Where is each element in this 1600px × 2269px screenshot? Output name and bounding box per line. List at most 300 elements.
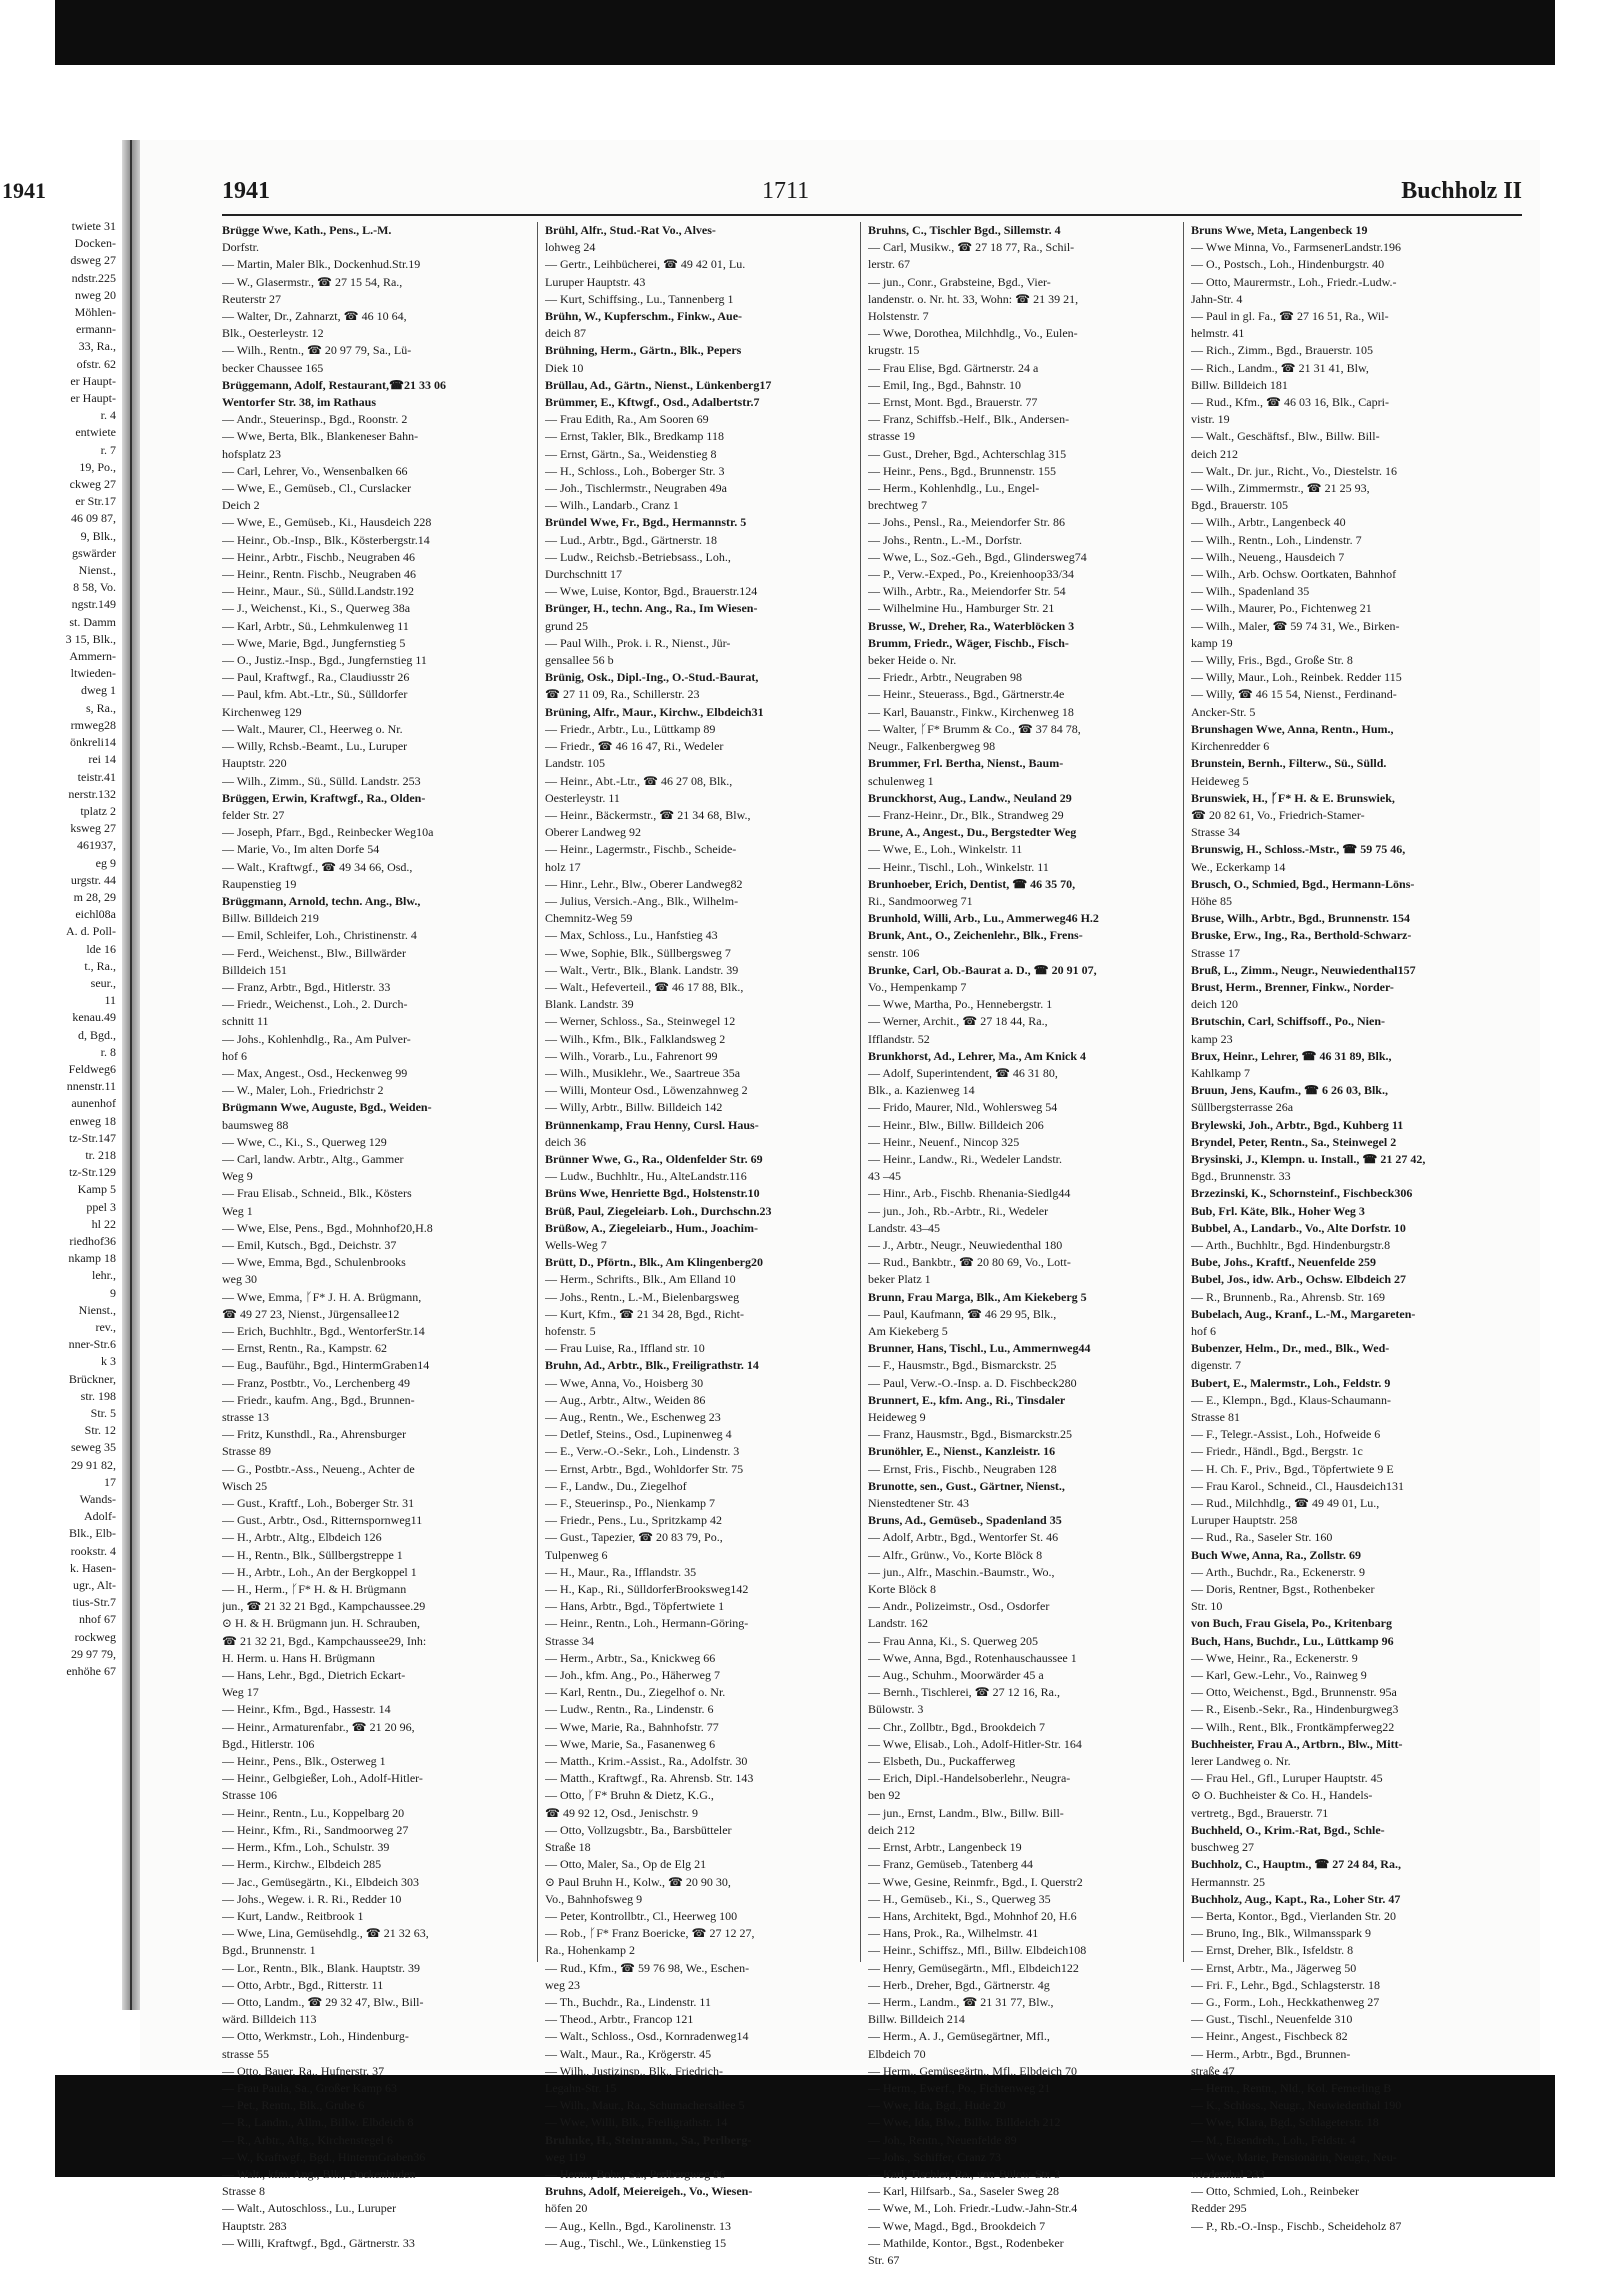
directory-entry-line: beker Platz 1 [868, 1272, 931, 1287]
edge-line: Str. 12 [84, 1423, 116, 1438]
directory-entry-line: — Otto, Landm., ☎ 29 32 47, Blw., Bill- [222, 1994, 424, 2009]
directory-entry-line: — Wilh., Rentn., ☎ 20 97 79, Sa., Lü- [222, 343, 412, 358]
directory-entry-line: Strasse 17 [1191, 945, 1240, 960]
directory-entry-line: — R., Brunnenb., Ra., Ahrensb. Str. 169 [1191, 1289, 1385, 1304]
directory-entry-line: Brünner Wwe, G., Ra., Oldenfelder Str. 69 [545, 1151, 763, 1166]
edge-line: tius-Str.7 [72, 1595, 116, 1610]
directory-entry-line: — Walt., Schloss., Osd., Kornradenweg14 [545, 2029, 749, 2044]
directory-entry-line: — Frido, Maurer, Nld., Wohlersweg 54 [868, 1100, 1058, 1115]
directory-entry-line: — Heinr., Tischl., Loh., Winkelstr. 11 [868, 859, 1049, 874]
page-header [222, 178, 1522, 208]
directory-entry-line: — Otto, Maler, Sa., Op de Elg 21 [545, 1857, 707, 1872]
edge-line: ltwieden- [70, 666, 116, 681]
edge-line: nhof 67 [79, 1612, 116, 1627]
edge-line: rev., [95, 1320, 116, 1334]
directory-entry-line: Bubelach, Aug., Kranf., L.-M., Margareten- [1191, 1306, 1416, 1321]
directory-entry-line: — Wwe, Emma, ᚴF* J. H. A. Brügmann, [222, 1289, 422, 1304]
edge-line: enhöhe 67 [66, 1664, 116, 1679]
directory-entry-line: vertretg., Bgd., Brauerstr. 71 [1191, 1805, 1329, 1820]
directory-entry-line: — jun., Alfr., Maschin.-Baumstr., Wo., [868, 1564, 1055, 1579]
edge-line: tz-Str.147 [69, 1130, 116, 1145]
directory-entry-line: — Friedr., Arbtr., Lu., Lüttkamp 89 [545, 721, 716, 736]
directory-entry-line: Brüggmann, Arnold, techn. Ang., Blw., [222, 893, 421, 908]
directory-entry-line: Blank. Landstr. 39 [545, 997, 634, 1012]
directory-entry-line: — Wwe, Gesine, Reinmfr., Bgd., I. Querstr2 [868, 1874, 1083, 1889]
directory-entry-line: — Andr., Polizeimstr., Osd., Osdorfer [868, 1599, 1050, 1614]
directory-entry-line: Brune, A., Angest., Du., Bergstedter Weg [868, 825, 1077, 840]
edge-line: lde 16 [86, 941, 116, 956]
directory-entry-line: — Heinr., Rentn. Fischb., Neugraben 46 [222, 567, 416, 582]
directory-entry-line: — Wilh., Neueng., Hausdeich 7 [1191, 549, 1345, 564]
edge-line: ugr., Alt- [72, 1578, 116, 1593]
edge-line: k. Hasen- [70, 1560, 116, 1575]
edge-line: Ammern- [69, 649, 116, 664]
scan-border-top [55, 0, 1555, 65]
directory-entry-line: gensallee 56 b [545, 653, 614, 668]
directory-entry-line: strasse 13 [222, 1410, 269, 1425]
edge-line: Wands- [79, 1492, 116, 1507]
directory-entry-line: — Heinr., Bäckermstr., ☎ 21 34 68, Blw., [545, 807, 751, 822]
directory-entry-line: Blk., Oesterleystr. 12 [222, 326, 324, 341]
directory-entry-line: — Wwe Minna, Vo., FarmsenerLandstr.196 [1191, 240, 1401, 255]
directory-entry-line: Strasse 34 [545, 1633, 594, 1648]
edge-line: ckweg 27 [69, 477, 116, 492]
directory-entry-line: Blk., a. Kazienweg 14 [868, 1083, 975, 1098]
directory-entry-line: — Wilh., Rentn., Loh., Lindenstr. 7 [1191, 532, 1362, 547]
directory-entry-line: Buchholz, Aug., Kapt., Ra., Loher Str. 47 [1191, 1891, 1401, 1906]
directory-entry-line: Strasse 34 [1191, 825, 1240, 840]
directory-entry-line: — Gust., Tischl., Neuenfelde 310 [1191, 2012, 1353, 2027]
directory-entry-line: Brüggen, Erwin, Kraftwgf., Ra., Olden- [222, 790, 426, 805]
directory-entry-line: — Aug., Schuhm., Moorwärder 45 a [868, 1668, 1044, 1683]
directory-entry-line: weg 30 [222, 1272, 257, 1287]
directory-entry-line: landenstr. o. Nr. ht. 33, Wohn: ☎ 21 39 21, [868, 291, 1079, 306]
directory-entry-line: felder Str. 27 [222, 807, 285, 822]
directory-entry-line: — Rud., Bankbtr., ☎ 20 80 69, Vo., Lott- [868, 1255, 1071, 1270]
directory-entry-line: — Walt., Maur., Ra., Krögerstr. 45 [545, 2046, 712, 2061]
column-divider [860, 222, 861, 1962]
directory-entry-line: Bruse, Wilh., Arbtr., Bgd., Brunnenstr. 154 [1191, 911, 1411, 926]
directory-entry-line: — Karl, Gew.-Lehr., Vo., Rainweg 9 [1191, 1668, 1367, 1683]
edge-line: d, Bgd., [77, 1027, 116, 1042]
directory-entry-line: Jahn-Str. 4 [1191, 291, 1243, 306]
directory-entry-line: Holstenstr. 7 [868, 309, 929, 324]
directory-entry-line: hof 6 [222, 1048, 247, 1063]
directory-entry-line: Weg 1 [222, 1203, 253, 1218]
directory-entry-line: grund 25 [545, 618, 588, 633]
directory-entry-line: ☎ 21 32 21, Bgd., Kampchaussee29, Inh: [222, 1633, 427, 1648]
directory-entry-line: — Ernst, Dreher, Blk., Isfeldstr. 8 [1191, 1943, 1354, 1958]
directory-entry-line: — Herm., Gemüsegärtn., Mfl., Elbdeich 70 [868, 2063, 1077, 2078]
directory-entry-line: — R., Landm., Allm., Billw. Elbdeich 8 [222, 2115, 414, 2130]
directory-entry-line: Diek 10 [545, 360, 584, 375]
directory-entry-line: — Marie, Vo., Im alten Dorfe 54 [222, 842, 380, 857]
directory-entry-line: Brumm, Friedr., Wäger, Fischb., Fisch- [868, 635, 1069, 650]
directory-entry-line: Bub, Frl. Käte, Blk., Hoher Weg 3 [1191, 1203, 1365, 1218]
directory-entry-line: — Hinr., Arb., Fischb. Rhenania-Siedlg44 [868, 1186, 1071, 1201]
directory-entry-line: — Heinr., Neuenf., Nincop 325 [868, 1134, 1020, 1149]
directory-entry-line: — Rich., Landm., ☎ 21 31 41, Blw, [1191, 360, 1369, 375]
directory-entry-line: — Gust., Kraftf., Loh., Boberger Str. 31 [222, 1496, 415, 1511]
directory-entry-line: Bubbel, A., Landarb., Vo., Alte Dorfstr. 10 [1191, 1220, 1406, 1235]
directory-entry-line: ☎ 20 82 61, Vo., Friedrich-Stamer- [1191, 807, 1365, 822]
directory-entry-line: Landstr. 162 [868, 1616, 928, 1631]
directory-entry-line: — Eug., Bauführ., Bgd., HintermGraben14 [222, 1358, 430, 1373]
directory-entry-line: — Ernst, Arbtr., Langenbeck 19 [868, 1840, 1022, 1855]
directory-entry-line: — Wilh., Musiklehr., We., Saartreue 35a [545, 1065, 741, 1080]
directory-entry-line: ⊙ H. & H. Brügmann jun. H. Schrauben, [222, 1616, 421, 1631]
directory-entry-line: — Ernst, Arbtr., Bgd., Wohldorfer Str. 75 [545, 1461, 744, 1476]
directory-entry-line: — Johs., Rentn., L.-M., Dorfstr. [868, 532, 1022, 547]
directory-entry-line: — Johs., Pensl., Ra., Meiendorfer Str. 86 [868, 515, 1065, 530]
directory-entry-line: weg 119 [545, 2149, 586, 2164]
directory-entry-line: — Herm., Rentn., Nld., Kol. Femerling B [1191, 2080, 1392, 2095]
edge-line: er Str.17 [75, 494, 116, 509]
edge-line: r. 4 [100, 408, 116, 423]
edge-line: 19, Po., [79, 459, 116, 474]
directory-entry-line: — Wilh., Spadenland 35 [1191, 584, 1310, 599]
directory-entry-line: — Adolf, Arbtr., Bgd., Wentorfer St. 46 [868, 1530, 1059, 1545]
directory-entry-line: — K., Schloss., Neugr., Neuwiedenthal 190 [1191, 2098, 1402, 2113]
directory-entry-line: — Karl, Tischler, Ra., von-Bülow-Str. 3 [868, 2166, 1061, 2181]
directory-entry-line: Str. 10 [1191, 1599, 1223, 1614]
edge-line: 29 97 79, [71, 1646, 116, 1661]
directory-entry-line: — Hans, Lehr., Bgd., Dietrich Eckart- [222, 1668, 406, 1683]
directory-entry-line: — Heinr., Abt.-Ltr., ☎ 46 27 08, Blk., [545, 773, 733, 788]
directory-entry-line: — jun., Conr., Grabsteine, Bgd., Vier- [868, 274, 1051, 289]
edge-line: 11 [104, 993, 116, 1008]
directory-entry-line: — Max, Angest., Osd., Heckenweg 99 [222, 1065, 408, 1080]
directory-entry-line: — Matth., Kraftwgf., Ra. Ahrensb. Str. 143 [545, 1771, 754, 1786]
directory-entry-line: Bruns, Ad., Gemüseb., Spadenland 35 [868, 1513, 1062, 1528]
directory-entry-line: Hermannstr. 25 [1191, 1874, 1265, 1889]
edge-line: entwiete [75, 425, 116, 440]
edge-line: urgstr. 44 [70, 872, 116, 887]
header-rule [222, 214, 1522, 216]
edge-line: lehr., [92, 1268, 116, 1283]
directory-entry-line: — H., Maur., Ra., Ifflandstr. 35 [545, 1564, 697, 1579]
edge-line: eg 9 [95, 855, 116, 870]
edge-line: ermann- [76, 322, 116, 337]
directory-entry-line: — Aug., Arbtr., Altw., Weiden 86 [545, 1392, 706, 1407]
directory-entry-line: — Wwe, C., Ki., S., Querweg 129 [222, 1134, 387, 1149]
edge-line: k 3 [101, 1354, 116, 1369]
directory-entry-line: — Karl, Hilfsarb., Sa., Saseler Sweg 28 [868, 2184, 1059, 2199]
directory-entry-line: Bruhns, C., Tischler Bgd., Sillemstr. 4 [868, 223, 1061, 237]
directory-entry-line: — Wilh., Arbtr., Langenbeck 40 [1191, 515, 1346, 530]
edge-line: Möhlen- [74, 305, 116, 320]
directory-entry-line: — M., Eisendreh., Loh., Feldstr. 4 [1191, 2132, 1356, 2147]
directory-entry-line: — Wwe, Ida, Blw., Billw. Billdeich 212 [868, 2115, 1061, 2130]
directory-entry-line: Elbdeich 70 [868, 2046, 926, 2061]
directory-entry-line: — E., Verw.-O.-Sekr., Loh., Lindenstr. 3 [545, 1444, 740, 1459]
directory-entry-line: Strasse 81 [1191, 1410, 1240, 1425]
directory-entry-line: Bgd., Brauerstr. 105 [1191, 498, 1288, 513]
directory-entry-line: — R., Eisenb.-Sekr., Ra., Hindenburgweg3 [1191, 1702, 1399, 1717]
gutter-line [130, 140, 132, 2010]
directory-entry-line: weg 23 [545, 1977, 580, 1992]
directory-entry-line: Buch Wwe, Anna, Ra., Zollstr. 69 [1191, 1547, 1362, 1562]
directory-entry-line: Wells-Weg 7 [545, 1237, 607, 1252]
directory-entry-line: Legahn-Str. 15 [545, 2080, 617, 2095]
directory-entry-line: Bgd., Brunnenstr. 33 [1191, 1169, 1291, 1184]
directory-entry-line: deich 36 [545, 1134, 586, 1149]
directory-entry-line: — Friedr., ☎ 46 16 47, Ri., Wedeler [545, 739, 724, 754]
directory-entry-line: Landstr. 105 [545, 756, 605, 771]
directory-entry-line: — Ernst, Gärtn., Sa., Weidenstieg 8 [545, 446, 717, 461]
directory-entry-line: — Heinr., Arbtr., Fischb., Neugraben 46 [222, 549, 415, 564]
directory-entry-line: — Joh., Rentn., Neuenfelde 89 [868, 2132, 1017, 2147]
directory-entry-line: — Heinr., Rentn., Loh., Hermann-Göring- [545, 1616, 749, 1631]
edge-line: str. 198 [80, 1388, 116, 1403]
directory-entry-line: — Otto, Werkmstr., Loh., Hindenburg- [222, 2029, 409, 2044]
edge-line: hl 22 [91, 1216, 116, 1231]
directory-entry-line: — Walter, Dr., Zahnarzt, ☎ 46 10 64, [222, 309, 407, 324]
directory-entry-line: — Rud., Ra., Saseler Str. 160 [1191, 1530, 1333, 1545]
directory-entry-line: — Gertr., Leihbücherei, ☎ 49 42 01, Lu. [545, 257, 746, 272]
directory-entry-line: Ra., Hohenkamp 2 [545, 1943, 635, 1958]
directory-entry-line: krugstr. 15 [868, 343, 920, 358]
directory-entry-line: Bruun, Jens, Kaufm., ☎ 6 26 03, Blk., [1191, 1083, 1388, 1098]
directory-column-1 [222, 222, 528, 2252]
edge-line: rmweg28 [70, 717, 116, 732]
directory-entry-line: Tulpenweg 6 [545, 1547, 608, 1562]
directory-entry-line: — Walt., Autoschloss., Lu., Luruper [222, 2201, 397, 2216]
left-page-edge-lines [0, 218, 122, 1680]
directory-entry-line: Billw. Billdeich 181 [1191, 377, 1288, 392]
directory-entry-line: — Lud., Arbtr., Bgd., Gärtnerstr. 18 [545, 532, 717, 547]
directory-entry-line: — Emil, Ing., Bgd., Bahnstr. 10 [868, 377, 1021, 392]
directory-entry-line: hofsplatz 23 [222, 446, 281, 461]
directory-entry-line: — F., Steuerinsp., Po., Nienkamp 7 [545, 1496, 716, 1511]
directory-entry-line: — Wilh., Zimmermstr., ☎ 21 25 93, [1191, 481, 1370, 496]
directory-entry-line: — Wilh., Arb. Ochsw. Oortkaten, Bahnhof [1191, 567, 1397, 582]
directory-entry-line: — Rud., Kfm., ☎ 59 76 98, We., Eschen- [545, 1960, 750, 1975]
directory-entry-line: ⊙ Paul Bruhn H., Kolw., ☎ 20 90 30, [545, 1874, 731, 1889]
edge-line: 17 [104, 1474, 116, 1489]
directory-entry-line: — Willy, Arbtr., Billw. Billdeich 142 [545, 1100, 723, 1115]
directory-entry-line: — Wwe, Lina, Gemüsehdlg., ☎ 21 32 63, [222, 1926, 429, 1941]
directory-entry-line: — Heinr., Gelbgießer, Loh., Adolf-Hitler- [222, 1771, 423, 1786]
directory-entry-line: — Wwe, Willi, Blk., Freiligrathstr. 14 [545, 2115, 728, 2130]
directory-entry-line: Brunk, Ant., O., Zeichenlehr., Blk., Frens- [868, 928, 1083, 943]
directory-entry-line: — Wwe, Marie, Sa., Fasanenweg 6 [545, 1736, 716, 1751]
edge-line: Nienst., [78, 563, 116, 578]
directory-entry-line: Brusch, O., Schmied, Bgd., Hermann-Löns- [1191, 876, 1415, 891]
directory-entry-line: — Kurt, Kfm., ☎ 21 34 28, Bgd., Richt- [545, 1306, 744, 1321]
directory-entry-line: Buchheister, Frau A., Artbrn., Blw., Mitt- [1191, 1736, 1403, 1751]
directory-entry-line: Brügge Wwe, Kath., Pens., L.-M. [222, 223, 392, 237]
directory-entry-line: — F., Telegr.-Assist., Loh., Hofweide 6 [1191, 1427, 1381, 1442]
directory-entry-line: — Herm., Schrifts., Blk., Am Elland 10 [545, 1272, 736, 1287]
directory-entry-line: — Wilh., Maler, ☎ 59 74 31, We., Birken- [1191, 618, 1400, 633]
directory-entry-line: brechtweg 7 [868, 498, 927, 513]
directory-entry-line: — Hans, Architekt, Bgd., Mohnhof 20, H.6 [868, 1908, 1077, 1923]
directory-entry-line: — Wilh., Justizinsp., Blk., Friedrich- [545, 2063, 723, 2078]
directory-entry-line: — Wwe, Emma, Bgd., Schulenbrooks [222, 1255, 406, 1270]
directory-entry-line: — Wwe, Luise, Kontor, Bgd., Brauerstr.124 [545, 584, 758, 599]
directory-entry-line: — Paul, Kaufmann, ☎ 46 29 95, Blk., [868, 1306, 1057, 1321]
directory-entry-line: — Max, Schloss., Lu., Hanfstieg 43 [545, 928, 718, 943]
directory-entry-line: — Ernst, Rentn., Ra., Kampstr. 62 [222, 1341, 387, 1356]
directory-entry-line: — Walt., Hefeverteil., ☎ 46 17 88, Blk., [545, 979, 744, 994]
directory-entry-line: — Aug., Kelln., Bgd., Karolinenstr. 13 [545, 2218, 731, 2233]
directory-entry-line: Brux, Heinr., Lehrer, ☎ 46 31 89, Blk., [1191, 1048, 1392, 1063]
directory-entry-line: — Gust., Arbtr., Osd., Ritternspornweg11 [222, 1513, 423, 1528]
directory-entry-line: senstr. 106 [868, 945, 920, 960]
directory-entry-line: — Walt., Vertr., Blk., Blank. Landstr. 39 [545, 962, 739, 977]
directory-entry-line: — H. Ch. F., Priv., Bgd., Töpfertwiete 9 E [1191, 1461, 1394, 1476]
directory-entry-line: — Erich, Dipl.-Handelsoberlehr., Neugra- [868, 1771, 1071, 1786]
directory-entry-line: — Friedr., Händl., Bgd., Bergstr. 1c [1191, 1444, 1363, 1459]
directory-entry-line: ☎ 27 11 09, Ra., Schillerstr. 23 [545, 687, 700, 702]
directory-entry-line: — Johs., Kohlenhdlg., Ra., Am Pulver- [222, 1031, 411, 1046]
directory-entry-line: kamp 23 [1191, 1031, 1233, 1046]
directory-column-2 [545, 222, 851, 2252]
directory-entry-line: — Hans, Prok., Ra., Wilhelmstr. 41 [868, 1926, 1039, 1941]
directory-entry-line: — Otto, Maurermstr., Loh., Friedr.-Ludw.- [1191, 274, 1397, 289]
directory-entry-line: — Detlef, Steins., Osd., Lupinenweg 4 [545, 1427, 732, 1442]
directory-entry-line: — Heinr., Pens., Blk., Osterweg 1 [222, 1754, 386, 1769]
edge-line: aunenhof [71, 1096, 116, 1111]
edge-line: eichl08a [75, 907, 116, 922]
directory-entry-line: — Fri. F., Lehr., Bgd., Schlagsterstr. 18 [1191, 1977, 1381, 1992]
directory-entry-line: — Aug., Tischl., We., Lünkenstieg 15 [545, 2235, 727, 2250]
directory-entry-line: — Heinr., Lagermstr., Fischb., Scheide- [545, 842, 737, 857]
directory-entry-line: buschweg 27 [1191, 1840, 1254, 1855]
directory-entry-line: Brunswiek, H., ᚴF* H. & E. Brunswiek, [1191, 790, 1395, 805]
directory-entry-line: Bründel Wwe, Fr., Bgd., Hermannstr. 5 [545, 515, 747, 530]
directory-entry-line: Brunhold, Willi, Arb., Lu., Ammerweg46 H.2 [868, 911, 1099, 926]
directory-entry-line: — Wwe, E., Loh., Winkelstr. 11 [868, 842, 1023, 857]
directory-entry-line: — Heinr., Rentn., Lu., Koppelbarg 20 [222, 1805, 405, 1820]
column-divider [537, 222, 538, 1962]
directory-entry-line: — E., Klempn., Bgd., Klaus-Schaumann- [1191, 1392, 1391, 1407]
edge-line: st. Damm [69, 614, 116, 629]
directory-entry-line: — Fritz, Kunsthdl., Ra., Ahrensburger [222, 1427, 407, 1442]
directory-entry-line: Hauptstr. 220 [222, 756, 287, 771]
directory-entry-line: — Theod., Arbtr., Francop 121 [545, 2012, 694, 2027]
directory-entry-line: Strasse 89 [222, 1444, 271, 1459]
directory-entry-line: — Karl, Arbtr., Sü., Lehmkulenweg 11 [222, 618, 409, 633]
directory-entry-line: Buchholz, C., Hauptm., ☎ 27 24 84, Ra., [1191, 1857, 1401, 1872]
directory-entry-line: — Wwe, Magd., Bgd., Brookdeich 7 [868, 2218, 1046, 2233]
directory-entry-line: Brunner, Hans, Tischl., Lu., Ammernweg44 [868, 1341, 1091, 1356]
directory-entry-line: helmstr. 41 [1191, 326, 1245, 341]
directory-column-3 [868, 222, 1174, 2269]
directory-entry-line: — Lor., Rentn., Blk., Blank. Hauptstr. 39 [222, 1960, 420, 1975]
directory-entry-line: — Mathilde, Kontor., Bgst., Rodenbeker [868, 2235, 1064, 2250]
directory-entry-line: — Franz-Heinr., Dr., Blk., Strandweg 29 [868, 807, 1064, 822]
directory-entry-line: — Wwe, E., Gemüseb., Cl., Curslacker [222, 481, 412, 496]
directory-entry-line: — Wwe, M., Loh. Friedr.-Ludw.-Jahn-Str.4 [868, 2201, 1078, 2216]
directory-entry-line: Brümmer, E., Kftwgf., Osd., Adalbertstr.7 [545, 395, 760, 410]
directory-entry-line: — Th., Buchdr., Ra., Lindenstr. 11 [545, 1994, 711, 2009]
directory-entry-line: — Pet., Rentn., Blk., Grube 6 [222, 2098, 365, 2113]
directory-entry-line: — Kurt, Schiffsing., Lu., Tannenberg 1 [545, 291, 734, 306]
directory-entry-line: — J., Weichenst., Ki., S., Querweg 38a [222, 601, 411, 616]
directory-entry-line: — Walt., Geschäftsf., Blw., Billw. Bill- [1191, 429, 1380, 444]
directory-entry-line: Kahlkamp 7 [1191, 1065, 1250, 1080]
edge-line: tz-Str.129 [69, 1165, 116, 1180]
directory-entry-line: Brunotte, sen., Gust., Gärtner, Nienst., [868, 1478, 1065, 1493]
header-page-number: 1711 [762, 178, 810, 204]
directory-entry-line: Bubel, Jos., idw. Arb., Ochsw. Elbdeich 27 [1191, 1272, 1407, 1287]
directory-entry-line: — Walt., Maurer, Cl., Heerweg o. Nr. [222, 721, 403, 736]
directory-entry-line: Bubenzer, Helm., Dr., med., Blk., Wed- [1191, 1341, 1390, 1356]
directory-entry-line: — Frau Edith, Ra., Am Sooren 69 [545, 412, 709, 427]
directory-entry-line: — Gust., Dreher, Bgd., Achterschlag 315 [868, 446, 1067, 461]
edge-line: ngstr.149 [71, 597, 116, 612]
directory-entry-line: — Wilh., Maur., Ra., Schumachersallee 5 [545, 2098, 745, 2113]
edge-line: 33, Ra., [78, 339, 116, 354]
directory-entry-line: — Ernst, Takler, Blk., Bredkamp 118 [545, 429, 724, 444]
directory-entry-line: lerer Landweg o. Nr. [1191, 1754, 1291, 1769]
directory-entry-line: Süllbergsterrasse 26a [1191, 1100, 1294, 1115]
edge-line: nkamp 18 [68, 1251, 116, 1266]
directory-entry-line: Brünig, Osk., Dipl.-Ing., O.-Stud.-Baurat, [545, 670, 759, 685]
directory-entry-line: — Joh., Tischlermstr., Neugraben 49a [545, 481, 727, 496]
edge-line: seur., [90, 975, 116, 990]
directory-entry-line: holz 17 [545, 859, 581, 874]
directory-entry-line: — Wwe, Else, Pens., Bgd., Mohnhof20,H.8 [222, 1220, 433, 1235]
directory-entry-line: Brüß, Paul, Ziegeleiarb. Loh., Durchschn.23 [545, 1203, 772, 1218]
directory-entry-line: Wisch 25 [222, 1478, 268, 1493]
directory-entry-line: — Karl, Rentn., Du., Ziegelhof o. Nr. [545, 1685, 726, 1700]
edge-line: ksweg 27 [70, 821, 116, 836]
edge-line: nweg 20 [75, 287, 116, 302]
directory-entry-line: Brünnenkamp, Frau Henny, Cursl. Haus- [545, 1117, 759, 1132]
directory-entry-line: — Jac., Gemüsegärtn., Ki., Elbdeich 303 [222, 1874, 419, 1889]
edge-line: 8 58, Vo. [73, 580, 116, 595]
directory-entry-line: Brusse, W., Dreher, Ra., Waterblöcken 3 [868, 618, 1075, 633]
directory-entry-line: hof 6 [1191, 1324, 1216, 1338]
directory-entry-line: — Herb., Dreher, Bgd., Gärtnerstr. 4g [868, 1977, 1050, 1992]
directory-entry-line: — Wwe, Klara, Bgd., Schlageterstr. 18 [1191, 2115, 1379, 2130]
directory-entry-line: Brust, Herm., Brenner, Finkw., Norder- [1191, 979, 1394, 994]
directory-entry-line: Brunswig, H., Schloss.-Mstr., ☎ 59 75 46, [1191, 842, 1406, 857]
directory-entry-line: — Friedr., Weichenst., Loh., 2. Durch- [222, 997, 408, 1012]
directory-entry-line: — H., Rentn., Blk., Süllbergstreppe 1 [222, 1547, 403, 1562]
directory-entry-line: — Erich, Buchhltr., Bgd., WentorferStr.14 [222, 1324, 425, 1338]
directory-entry-line: Brunshagen Wwe, Anna, Rentn., Hum., [1191, 721, 1394, 736]
directory-entry-line: — Walt., Kraftwgf., ☎ 49 34 66, Osd., [222, 859, 413, 874]
edge-line: 9, Blk., [80, 528, 116, 543]
edge-line: 3 15, Blk., [65, 631, 116, 646]
directory-entry-line: — H., Kap., Ri., SülldorferBrooksweg142 [545, 1582, 749, 1597]
directory-entry-line: — Karl, Bauanstr., Finkw., Kirchenweg 18 [868, 704, 1074, 719]
edge-line: t., Ra., [84, 958, 116, 973]
directory-entry-line: Raupenstieg 19 [222, 876, 297, 891]
directory-entry-line: Bruns Wwe, Meta, Langenbeck 19 [1191, 223, 1368, 237]
directory-entry-line: — Wilhelmine Hu., Hamburger Str. 21 [868, 601, 1055, 616]
directory-entry-line: — Wwe, Anna, Bgd., Rotenhauschaussee 1 [868, 1650, 1077, 1665]
directory-entry-line: — Otto, Vollzugsbtr., Ba., Barsbütteler [545, 1822, 732, 1837]
directory-entry-line: — Ernst, Fris., Fischb., Neugraben 128 [868, 1461, 1057, 1476]
directory-entry-line: Bgd., Hitlerstr. 106 [222, 1736, 315, 1751]
directory-entry-line: Brühning, Herm., Gärtn., Blk., Pepers [545, 343, 742, 358]
directory-entry-line: Brummer, Frl. Bertha, Nienst., Baum- [868, 756, 1064, 771]
directory-entry-line: — Frau Paula, Sa., Großer Kamp 63 [222, 2080, 397, 2095]
directory-entry-line: Strasse 106 [222, 1788, 277, 1803]
directory-entry-line: deich 212 [1191, 446, 1238, 461]
directory-entry-line: — Wilh., Kfm., Blk., Falklandsweg 2 [545, 1031, 726, 1046]
directory-entry-line: Bruhns, Adolf, Meiereigeh., Vo., Wiesen- [545, 2184, 753, 2199]
edge-line: Kamp 5 [77, 1182, 116, 1197]
directory-entry-line: — Wwe, Elisab., Loh., Adolf-Hitler-Str. 164 [868, 1736, 1082, 1751]
directory-entry-line: Brüßow, A., Ziegeleiarb., Hum., Joachim- [545, 1220, 758, 1235]
directory-entry-line: — Frau Anna, Ki., S. Querweg 205 [868, 1633, 1038, 1648]
